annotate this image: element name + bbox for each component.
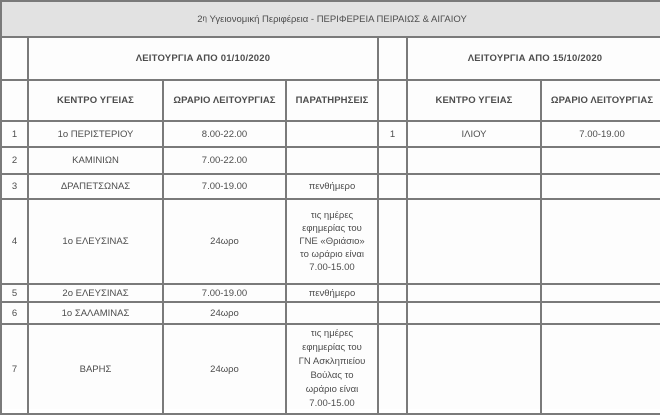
center-cell: 1ο ΣΑΛΑΜΙΝΑΣ — [28, 302, 163, 324]
column-header-hours-right: ΩΡΑΡΙΟ ΛΕΙΤΟΥΡΓΙΑΣ — [541, 80, 660, 121]
blank-cell — [378, 199, 407, 284]
table-row — [1, 284, 660, 302]
blank-cell — [407, 324, 541, 414]
notes-cell — [286, 121, 378, 147]
column-header-center-right: ΚΕΝΤΡΟ ΥΓΕΙΑΣ — [407, 80, 541, 121]
row-number-right: 1 — [378, 121, 407, 147]
hours-cell: 8.00-22.00 — [163, 121, 286, 147]
blank-cell — [378, 80, 407, 121]
blank-cell — [378, 302, 407, 324]
column-header-hours: ΩΡΑΡΙΟ ΛΕΙΤΟΥΡΓΙΑΣ — [163, 80, 286, 121]
blank-cell — [407, 147, 541, 174]
column-header-center: ΚΕΝΤΡΟ ΥΓΕΙΑΣ — [28, 80, 163, 121]
blank-cell — [378, 284, 407, 302]
blank-cell — [541, 199, 660, 284]
blank-cell — [541, 324, 660, 414]
blank-cell — [378, 324, 407, 414]
notes-cell: τις ημέρες εφημερίας του ΓΝΕ «Θριάσιο» το ωράριο είναι 7.00-15.00 — [286, 199, 378, 284]
hours-cell: 24ωρο — [163, 199, 286, 284]
notes-cell: πενθήμερο — [286, 174, 378, 199]
center-cell: 2ο ΕΛΕΥΣΙΝΑΣ — [28, 284, 163, 302]
center-cell: ΒΑΡΗΣ — [28, 324, 163, 414]
blank-cell — [541, 284, 660, 302]
center-cell: ΔΡΑΠΕΤΣΩΝΑΣ — [28, 174, 163, 199]
table-title: $2^\eta$ Υγειονομική Περιφέρεια - ΠΕΡΙΦΕΡΕΙΑ ΠΕΙΡΑΙΩΣ & ΑΙΓΑΙΟΥ — [1, 1, 660, 37]
notes-cell — [286, 302, 378, 324]
right-section-heading: ΛΕΙΤΟΥΡΓΙΑ ΑΠΟ 15/10/2020 — [407, 37, 660, 80]
hours-cell: 7.00-19.00 — [163, 174, 286, 199]
blank-cell — [541, 174, 660, 199]
blank-cell — [541, 147, 660, 174]
hours-cell: 24ωρο — [163, 324, 286, 414]
title-row — [1, 1, 660, 37]
hours-cell: 24ωρο — [163, 302, 286, 324]
blank-cell — [407, 199, 541, 284]
table-row — [1, 147, 660, 174]
blank-cell — [1, 37, 28, 80]
center-cell: ΚΑΜΙΝΙΩΝ — [28, 147, 163, 174]
notes-cell — [286, 147, 378, 174]
notes-cell: πενθήμερο — [286, 284, 378, 302]
center-cell: 1ο ΠΕΡΙΣΤΕΡΙΟΥ — [28, 121, 163, 147]
table-row — [1, 199, 660, 284]
row-number: 4 — [1, 199, 28, 284]
column-header-row — [1, 80, 660, 121]
blank-cell — [378, 37, 407, 80]
table-row — [1, 324, 660, 414]
row-number: 6 — [1, 302, 28, 324]
row-number: 7 — [1, 324, 28, 414]
blank-cell — [1, 80, 28, 121]
hours-cell: 7.00-22.00 — [163, 147, 286, 174]
center-cell: 1ο ΕΛΕΥΣΙΝΑΣ — [28, 199, 163, 284]
blank-cell — [378, 147, 407, 174]
row-number: 1 — [1, 121, 28, 147]
hours-cell: 7.00-19.00 — [163, 284, 286, 302]
row-number: 2 — [1, 147, 28, 174]
table-row — [1, 302, 660, 324]
column-header-notes: ΠΑΡΑΤΗΡΗΣΕΙΣ — [286, 80, 378, 121]
section-heading-row — [1, 37, 660, 80]
notes-cell: τις ημέρες εφημερίας του ΓΝ Ασκληπιείου Βούλας το ωράριο είναι 7.00-15.00 — [286, 324, 378, 414]
blank-cell — [407, 174, 541, 199]
center-cell-right: ΙΛΙΟΥ — [407, 121, 541, 147]
table-row — [1, 121, 660, 147]
left-section-heading: ΛΕΙΤΟΥΡΓΙΑ ΑΠΟ 01/10/2020 — [28, 37, 378, 80]
blank-cell — [407, 284, 541, 302]
blank-cell — [378, 174, 407, 199]
row-number: 3 — [1, 174, 28, 199]
blank-cell — [541, 302, 660, 324]
row-number: 5 — [1, 284, 28, 302]
hours-cell-right: 7.00-19.00 — [541, 121, 660, 147]
table-row — [1, 174, 660, 199]
blank-cell — [407, 302, 541, 324]
